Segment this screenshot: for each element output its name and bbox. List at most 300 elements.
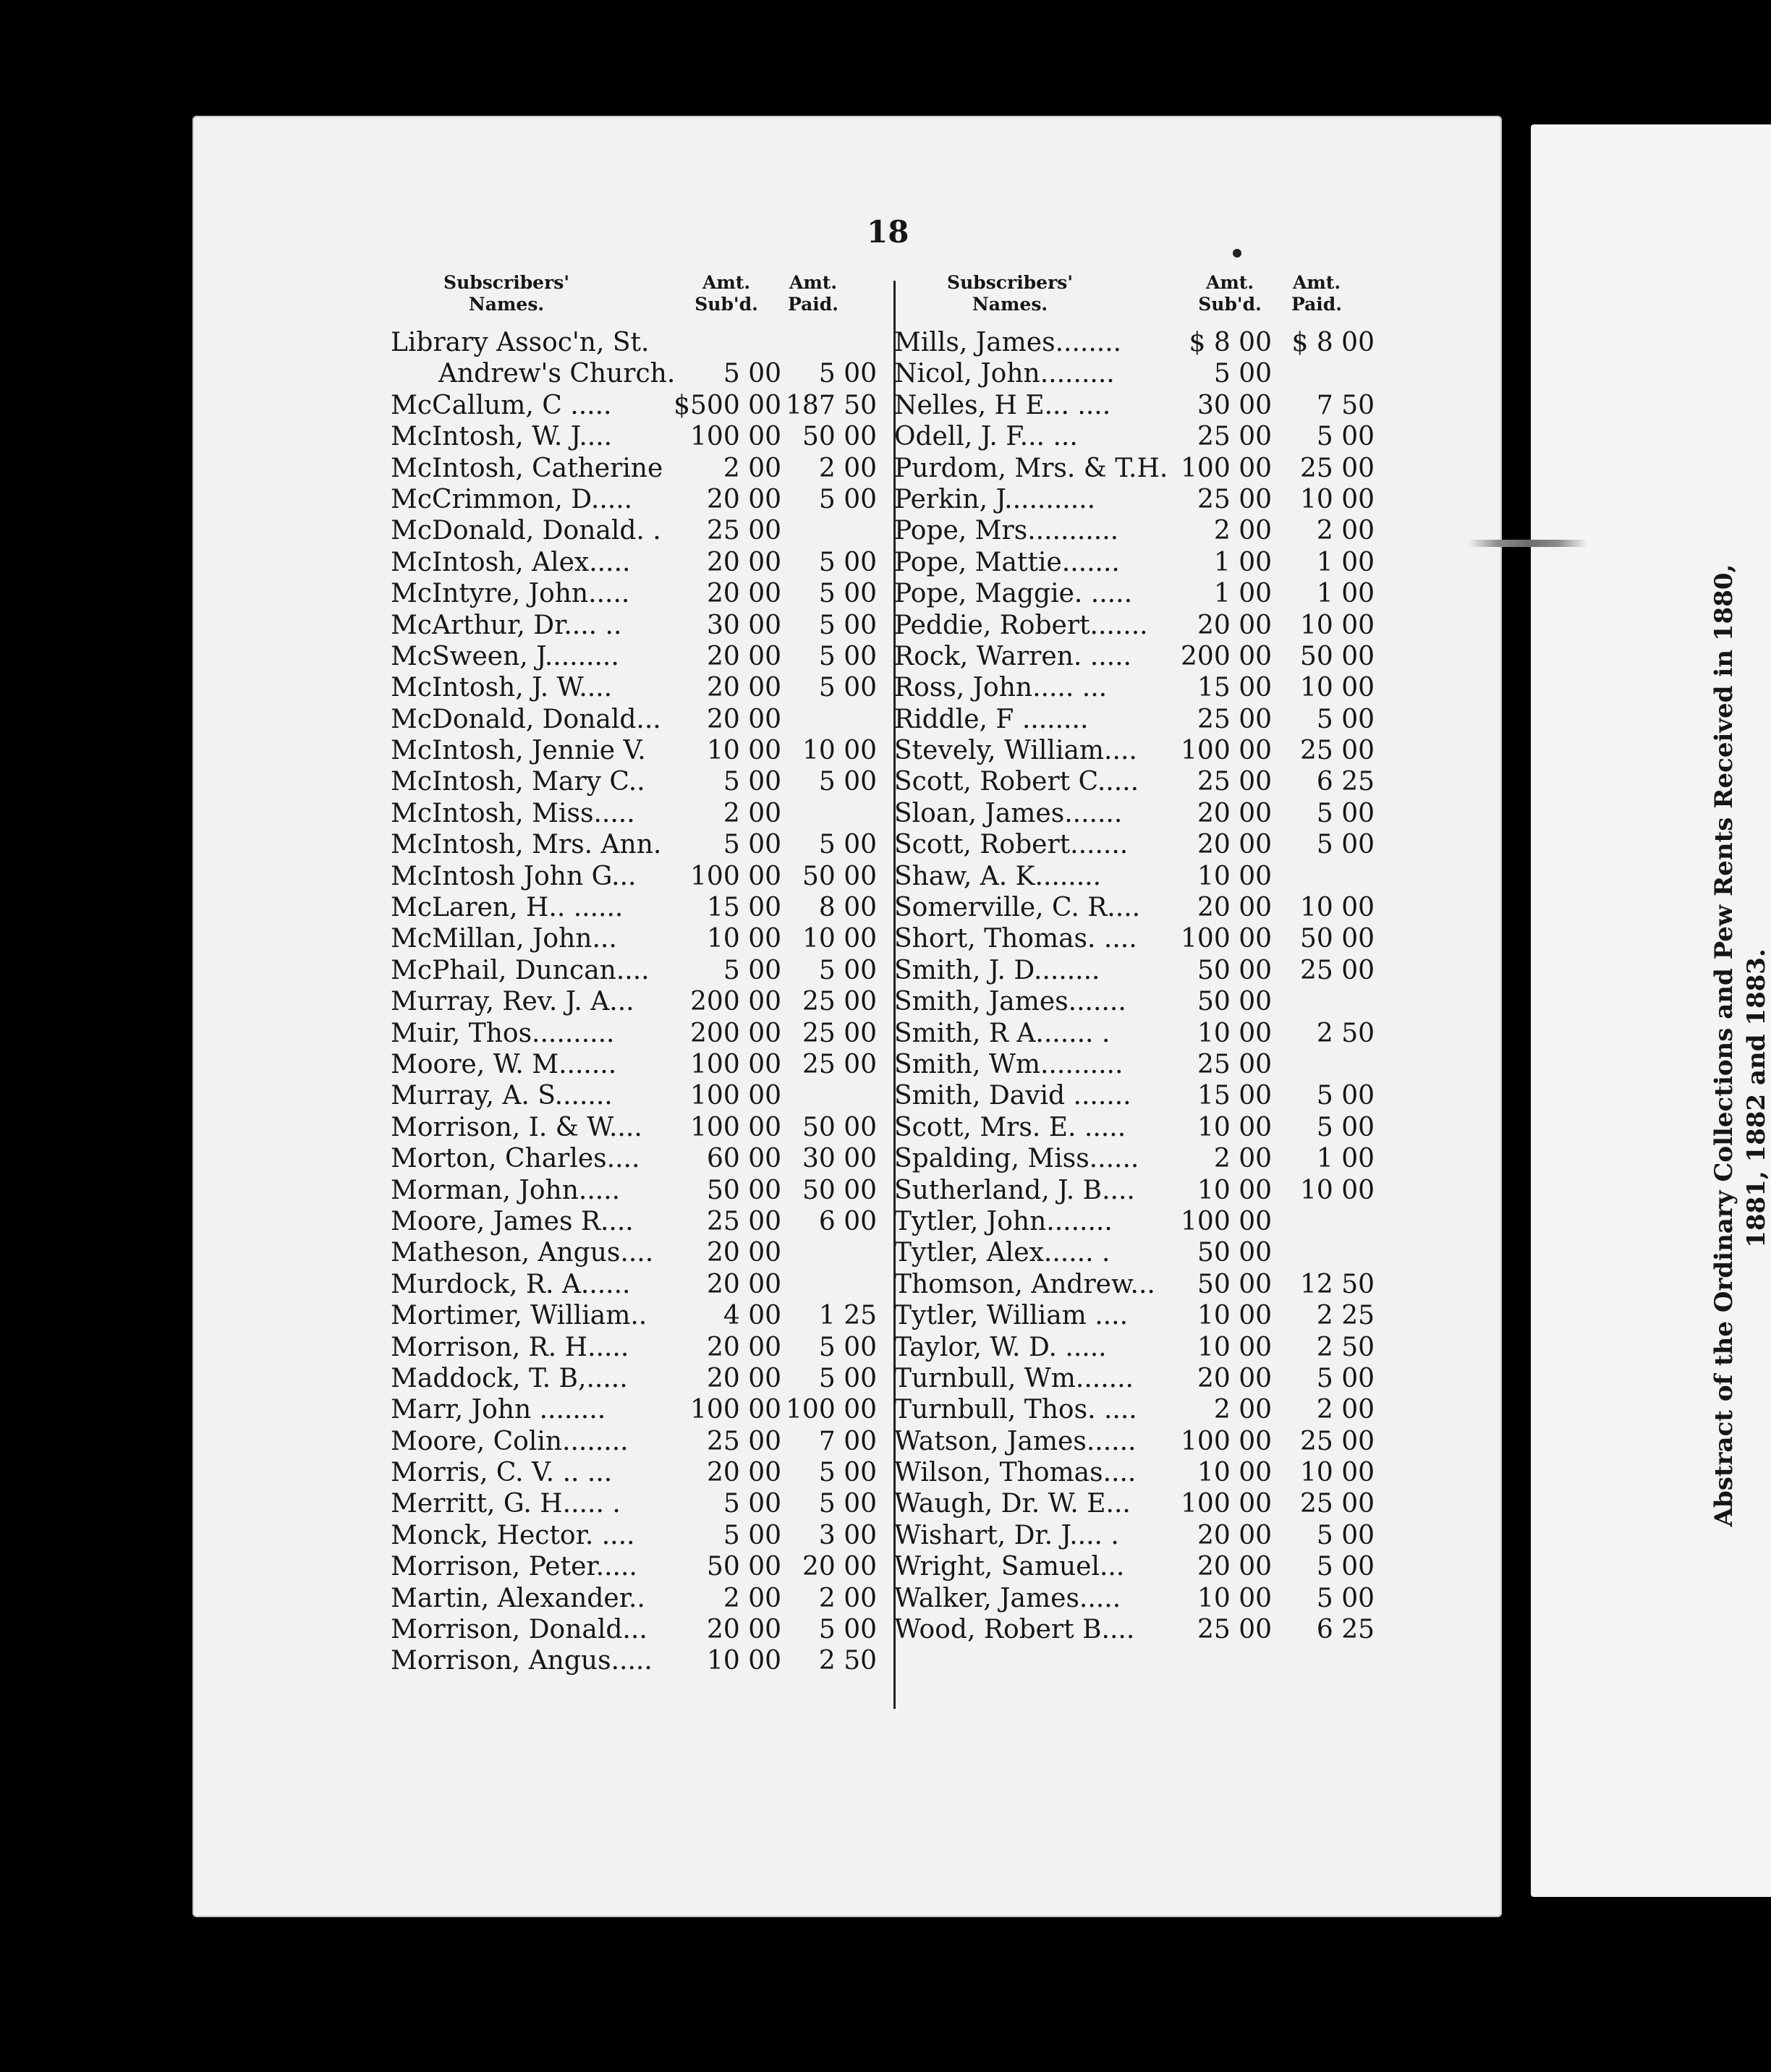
amount-subscribed: 100 00 xyxy=(690,422,781,452)
amount-paid: 2 00 xyxy=(818,1583,877,1613)
amount-subscribed: 10 00 xyxy=(1197,1332,1272,1362)
amount-paid: 187 50 xyxy=(786,390,877,420)
amount-paid: 5 00 xyxy=(1316,830,1375,860)
list-item xyxy=(894,421,1401,452)
subscriber-name: Moore, W. M....... xyxy=(391,1049,617,1079)
amount-paid: 2 00 xyxy=(1316,516,1375,546)
amount-paid: 5 00 xyxy=(818,955,877,985)
subscriber-name: Perkin, J........... xyxy=(894,484,1096,514)
amount-subscribed: 5 00 xyxy=(723,1520,781,1550)
list-item xyxy=(391,955,897,986)
amount-subscribed: 20 00 xyxy=(706,1332,781,1362)
subscriber-name: Odell, J. F... ... xyxy=(894,422,1078,452)
subscriber-name: Purdom, Mrs. & T.H. xyxy=(894,453,1168,483)
subscriber-name: McIntosh John G... xyxy=(391,861,637,891)
list-item xyxy=(894,1018,1401,1049)
amount-paid: 1 00 xyxy=(1316,547,1375,577)
names-header: Subscribers' Names. xyxy=(443,272,569,315)
amount-paid: 25 00 xyxy=(802,1049,877,1079)
subscribed-header: Amt. Sub'd. xyxy=(1198,272,1262,315)
amount-subscribed: 100 00 xyxy=(690,1049,781,1079)
amount-subscribed: 60 00 xyxy=(706,1144,781,1174)
list-item xyxy=(391,766,897,797)
amount-paid: 50 00 xyxy=(1299,641,1375,671)
subscriber-name: Scott, Robert C..... xyxy=(894,767,1139,797)
left-column xyxy=(391,272,897,1677)
list-item xyxy=(391,829,897,860)
amount-subscribed: 100 00 xyxy=(1181,1426,1272,1456)
subscriber-name: McIntosh, J. W.... xyxy=(391,673,613,703)
list-item xyxy=(894,1394,1401,1425)
amount-subscribed: 15 00 xyxy=(1197,673,1272,703)
amount-paid: 5 00 xyxy=(818,1489,877,1519)
amount-paid: 20 00 xyxy=(802,1552,877,1582)
list-item xyxy=(894,1488,1401,1519)
amount-paid: 50 00 xyxy=(802,1175,877,1205)
right-subscriber-list xyxy=(894,327,1401,1645)
list-item xyxy=(894,484,1401,515)
amount-paid: 1 00 xyxy=(1316,1144,1375,1174)
list-item xyxy=(894,1520,1401,1551)
list-item xyxy=(894,1269,1401,1300)
side-caption-line1: Abstract of the Ordinary Collections and Pew Rents Received in 1880, xyxy=(1710,564,1738,1527)
subscriber-name: Muir, Thos.......... xyxy=(391,1018,615,1048)
list-item xyxy=(391,1112,897,1143)
amount-subscribed: 20 00 xyxy=(1197,1520,1272,1550)
list-item xyxy=(894,704,1401,735)
subscriber-name: Waugh, Dr. W. E... xyxy=(894,1489,1131,1519)
subscriber-name: Spalding, Miss...... xyxy=(894,1144,1139,1174)
amount-subscribed: 20 00 xyxy=(1197,830,1272,860)
list-item xyxy=(894,892,1401,923)
subscriber-name: Stevely, William.... xyxy=(894,736,1137,766)
list-item xyxy=(391,1583,897,1614)
list-item xyxy=(894,735,1401,766)
amount-paid: 5 00 xyxy=(1316,1520,1375,1550)
list-item xyxy=(391,1614,897,1645)
amount-paid: 7 00 xyxy=(818,1426,877,1456)
amount-subscribed: 50 00 xyxy=(1197,955,1272,985)
amount-subscribed: 20 00 xyxy=(706,1615,781,1645)
amount-subscribed: 20 00 xyxy=(706,704,781,734)
subscriber-name: Monck, Hector. .... xyxy=(391,1520,635,1550)
list-item xyxy=(391,641,897,672)
subscriber-name: Martin, Alexander.. xyxy=(391,1583,645,1613)
amount-paid: 7 50 xyxy=(1316,390,1375,420)
list-item xyxy=(894,1426,1401,1457)
subscriber-name: McIntosh, Mrs. Ann. xyxy=(391,830,662,860)
amount-subscribed: 25 00 xyxy=(1197,767,1272,797)
subscriber-name: Ross, John..... ... xyxy=(894,673,1108,703)
list-item xyxy=(391,1206,897,1237)
list-item xyxy=(894,1206,1401,1237)
amount-subscribed: 50 00 xyxy=(706,1552,781,1582)
amount-paid: 2 50 xyxy=(1316,1018,1375,1048)
subscriber-name: Mortimer, William.. xyxy=(391,1301,647,1331)
subscriber-name: Rock, Warren. ..... xyxy=(894,641,1131,671)
list-item xyxy=(894,672,1401,703)
subscriber-name: Turnbull, Thos. .... xyxy=(894,1395,1137,1425)
list-item xyxy=(391,798,897,829)
list-item xyxy=(894,1049,1401,1080)
subscriber-name: Smith, David ....... xyxy=(894,1081,1131,1111)
list-item xyxy=(894,610,1401,641)
amount-paid: 5 00 xyxy=(1316,1552,1375,1582)
list-item xyxy=(391,986,897,1017)
left-column-header xyxy=(391,272,897,327)
amount-subscribed: 100 00 xyxy=(1181,453,1272,483)
amount-paid: 10 00 xyxy=(1299,484,1375,514)
amount-paid: 50 00 xyxy=(1299,924,1375,954)
amount-paid: 25 00 xyxy=(1299,955,1375,985)
subscriber-name: Turnbull, Wm....... xyxy=(894,1363,1134,1393)
amount-subscribed: 20 00 xyxy=(1197,610,1272,640)
subscriber-name: Sloan, James....... xyxy=(894,798,1123,828)
list-item xyxy=(894,1551,1401,1582)
list-item xyxy=(894,547,1401,578)
ink-dot xyxy=(1233,249,1241,258)
subscriber-name: McIntyre, John..... xyxy=(391,579,630,609)
list-item xyxy=(894,1457,1401,1488)
amount-subscribed: 100 00 xyxy=(690,1112,781,1142)
subscriber-name: McIntosh, Mary C.. xyxy=(391,767,645,797)
list-item xyxy=(391,390,897,421)
subscriber-name: Morrison, Donald... xyxy=(391,1615,647,1645)
list-item xyxy=(894,923,1401,954)
list-item xyxy=(894,1143,1401,1174)
amount-subscribed: 50 00 xyxy=(1197,1238,1272,1268)
paid-header: Amt. Paid. xyxy=(1291,272,1342,315)
list-item xyxy=(894,1300,1401,1331)
list-item xyxy=(391,1080,897,1111)
subscriber-name: Pope, Mrs........... xyxy=(894,516,1119,546)
amount-subscribed: 50 00 xyxy=(1197,1269,1272,1299)
subscriber-name: Morman, John..... xyxy=(391,1175,621,1205)
amount-subscribed: 1 00 xyxy=(1213,547,1272,577)
amount-paid: 5 00 xyxy=(1316,1363,1375,1393)
amount-paid: 5 00 xyxy=(818,1615,877,1645)
amount-subscribed: 1 00 xyxy=(1213,579,1272,609)
subscriber-name: Moore, Colin........ xyxy=(391,1426,629,1456)
subscriber-name: McCrimmon, D..... xyxy=(391,484,633,514)
amount-paid: 10 00 xyxy=(1299,610,1375,640)
list-item xyxy=(894,327,1401,358)
subscriber-name: McIntosh, Alex..... xyxy=(391,547,631,577)
amount-subscribed: 5 00 xyxy=(723,767,781,797)
amount-subscribed: 10 00 xyxy=(706,1646,781,1676)
subscriber-name: Watson, James...... xyxy=(894,1426,1137,1456)
amount-subscribed: 2 00 xyxy=(723,453,781,483)
subscriber-name: Shaw, A. K........ xyxy=(894,861,1102,891)
list-item xyxy=(391,704,897,735)
amount-paid: 10 00 xyxy=(1299,1458,1375,1488)
subscriber-name: Scott, Robert....... xyxy=(894,830,1129,860)
subscriber-name: Wood, Robert B.... xyxy=(894,1615,1135,1645)
amount-subscribed: 25 00 xyxy=(1197,1615,1272,1645)
amount-paid: 50 00 xyxy=(802,1112,877,1142)
amount-subscribed: 25 00 xyxy=(1197,422,1272,452)
amount-subscribed: 10 00 xyxy=(1197,1458,1272,1488)
list-item xyxy=(391,547,897,578)
amount-paid: 5 00 xyxy=(1316,1112,1375,1142)
amount-subscribed: 100 00 xyxy=(1181,1206,1272,1236)
amount-subscribed: 15 00 xyxy=(706,893,781,923)
page-smudge xyxy=(1469,540,1587,547)
amount-subscribed: 2 00 xyxy=(723,1583,781,1613)
amount-paid: 100 00 xyxy=(786,1395,877,1425)
amount-paid: 5 00 xyxy=(1316,704,1375,734)
amount-paid: 5 00 xyxy=(818,359,877,389)
amount-subscribed: $ 8 00 xyxy=(1189,328,1272,357)
amount-subscribed: 4 00 xyxy=(723,1301,781,1331)
list-item xyxy=(894,1080,1401,1111)
amount-paid: 1 25 xyxy=(818,1301,877,1331)
amount-subscribed: 50 00 xyxy=(1197,987,1272,1017)
paid-header: Amt. Paid. xyxy=(787,272,838,315)
amount-subscribed: 30 00 xyxy=(1197,390,1272,420)
amount-subscribed: 100 00 xyxy=(1181,924,1272,954)
subscriber-name: McMillan, John... xyxy=(391,924,617,954)
amount-subscribed: 2 00 xyxy=(723,798,781,828)
list-item xyxy=(894,986,1401,1017)
amount-subscribed: 10 00 xyxy=(1197,1583,1272,1613)
list-item xyxy=(894,1112,1401,1143)
amount-paid: 3 00 xyxy=(818,1520,877,1550)
amount-paid: 5 00 xyxy=(818,579,877,609)
amount-subscribed: 100 00 xyxy=(1181,1489,1272,1519)
amount-subscribed: 5 00 xyxy=(723,830,781,860)
subscriber-name: Tytler, William .... xyxy=(894,1301,1129,1331)
amount-paid: 25 00 xyxy=(1299,1489,1375,1519)
subscriber-name: Nelles, H E... .... xyxy=(894,390,1111,420)
amount-subscribed: 15 00 xyxy=(1197,1081,1272,1111)
amount-subscribed: 25 00 xyxy=(706,1206,781,1236)
list-item xyxy=(391,1426,897,1457)
subscriber-name: Morris, C. V. .. ... xyxy=(391,1458,613,1488)
amount-paid: 6 25 xyxy=(1316,767,1375,797)
amount-paid: 5 00 xyxy=(818,610,877,640)
amount-paid: 5 00 xyxy=(818,767,877,797)
list-item xyxy=(894,1583,1401,1614)
list-item xyxy=(391,1300,897,1331)
subscriber-name: McIntosh, Jennie V. xyxy=(391,736,646,766)
amount-paid: 5 00 xyxy=(1316,422,1375,452)
list-item xyxy=(391,1394,897,1425)
amount-subscribed: 20 00 xyxy=(706,1238,781,1268)
subscriber-name: Wishart, Dr. J.... . xyxy=(894,1520,1119,1550)
amount-paid: 5 00 xyxy=(818,1363,877,1393)
list-item xyxy=(391,578,897,609)
subscriber-name: McDonald, Donald. . xyxy=(391,516,661,546)
amount-paid: 5 00 xyxy=(818,830,877,860)
list-item xyxy=(391,1551,897,1582)
list-item xyxy=(391,1175,897,1206)
subscriber-name: Riddle, F ........ xyxy=(894,704,1089,734)
amount-subscribed: 25 00 xyxy=(1197,484,1272,514)
list-item xyxy=(894,1237,1401,1268)
subscriber-name: McCallum, C ..... xyxy=(391,390,612,420)
amount-paid: 5 00 xyxy=(818,547,877,577)
list-item xyxy=(391,1363,897,1394)
subscriber-name: Matheson, Angus.... xyxy=(391,1238,654,1268)
amount-subscribed: 5 00 xyxy=(723,955,781,985)
amount-subscribed: 5 00 xyxy=(723,1489,781,1519)
list-item xyxy=(391,1269,897,1300)
subscribed-header: Amt. Sub'd. xyxy=(695,272,758,315)
subscriber-name: Thomson, Andrew... xyxy=(894,1269,1155,1299)
amount-subscribed: 20 00 xyxy=(706,547,781,577)
amount-subscribed: 10 00 xyxy=(1197,1301,1272,1331)
subscriber-name: Short, Thomas. .... xyxy=(894,924,1137,954)
amount-paid: 5 00 xyxy=(818,1458,877,1488)
subscriber-name: Smith, R A....... . xyxy=(894,1018,1110,1048)
amount-paid: 25 00 xyxy=(1299,736,1375,766)
amount-subscribed: 20 00 xyxy=(706,1458,781,1488)
list-item xyxy=(894,453,1401,484)
amount-subscribed: 20 00 xyxy=(1197,1552,1272,1582)
list-item xyxy=(894,955,1401,986)
list-item xyxy=(391,1237,897,1268)
subscriber-name: Smith, James....... xyxy=(894,987,1126,1017)
amount-paid: 2 00 xyxy=(818,453,877,483)
amount-subscribed: 30 00 xyxy=(706,610,781,640)
subscriber-name: Wilson, Thomas.... xyxy=(894,1458,1137,1488)
right-column-header xyxy=(894,272,1401,327)
subscriber-name: Sutherland, J. B.... xyxy=(894,1175,1135,1205)
subscriber-name: Murray, Rev. J. A... xyxy=(391,987,634,1017)
list-item xyxy=(391,1457,897,1488)
subscriber-name: McIntosh, Catherine xyxy=(391,453,663,483)
amount-paid: 25 00 xyxy=(1299,1426,1375,1456)
list-item xyxy=(894,1363,1401,1394)
amount-subscribed: 2 00 xyxy=(1213,516,1272,546)
amount-subscribed: 200 00 xyxy=(690,987,781,1017)
amount-paid: 5 00 xyxy=(818,484,877,514)
list-item xyxy=(894,1175,1401,1206)
subscriber-name: McArthur, Dr.... .. xyxy=(391,610,622,640)
amount-subscribed: 2 00 xyxy=(1213,1395,1272,1425)
amount-subscribed: 5 00 xyxy=(723,359,781,389)
subscriber-name: Morrison, R. H..... xyxy=(391,1332,629,1362)
amount-paid: 25 00 xyxy=(802,1018,877,1048)
list-item xyxy=(391,453,897,484)
list-item xyxy=(894,390,1401,421)
amount-subscribed: 10 00 xyxy=(706,736,781,766)
subscriber-name: Walker, James..... xyxy=(894,1583,1121,1613)
amount-subscribed: 100 00 xyxy=(690,1395,781,1425)
amount-subscribed: 20 00 xyxy=(706,673,781,703)
amount-subscribed: 200 00 xyxy=(690,1018,781,1048)
amount-paid: 5 00 xyxy=(818,673,877,703)
subscriber-name: Mills, James........ xyxy=(894,328,1122,357)
list-item xyxy=(391,892,897,923)
amount-paid: 1 00 xyxy=(1316,579,1375,609)
amount-paid: 10 00 xyxy=(802,736,877,766)
subscriber-name: Morton, Charles.... xyxy=(391,1144,640,1174)
amount-subscribed: 10 00 xyxy=(1197,1112,1272,1142)
side-caption-line2: 1881, 1882 and 1883. xyxy=(1742,948,1771,1248)
amount-paid: 5 00 xyxy=(818,1332,877,1362)
list-item xyxy=(894,1332,1401,1363)
subscriber-name: Wright, Samuel... xyxy=(894,1552,1125,1582)
subscriber-name: McSween, J......... xyxy=(391,641,619,671)
amount-paid: 5 00 xyxy=(1316,1081,1375,1111)
amount-subscribed: 20 00 xyxy=(1197,1363,1272,1393)
amount-paid: 10 00 xyxy=(1299,1175,1375,1205)
subscriber-name: Peddie, Robert....... xyxy=(894,610,1148,640)
amount-subscribed: 20 00 xyxy=(706,484,781,514)
list-item xyxy=(391,1143,897,1174)
amount-subscribed: 10 00 xyxy=(1197,861,1272,891)
list-item xyxy=(391,484,897,515)
subscriber-name: Smith, J. D........ xyxy=(894,955,1100,985)
amount-subscribed: 2 00 xyxy=(1213,1144,1272,1174)
amount-subscribed: 200 00 xyxy=(1181,641,1272,671)
amount-paid: 2 00 xyxy=(1316,1395,1375,1425)
subscriber-name: Morrison, Peter..... xyxy=(391,1552,637,1582)
subscriber-name: Library Assoc'n, St. xyxy=(391,328,650,357)
subscriber-name: Taylor, W. D. ..... xyxy=(894,1332,1107,1362)
list-item xyxy=(391,1488,897,1519)
list-item xyxy=(391,1049,897,1080)
amount-paid: 12 50 xyxy=(1299,1269,1375,1299)
amount-subscribed: 5 00 xyxy=(1213,359,1272,389)
amount-subscribed: 10 00 xyxy=(1197,1018,1272,1048)
left-subscriber-list xyxy=(391,327,897,1677)
list-item xyxy=(391,421,897,452)
amount-paid: 5 00 xyxy=(818,641,877,671)
subscriber-name: McPhail, Duncan.... xyxy=(391,955,650,985)
subscriber-name: Merritt, G. H..... . xyxy=(391,1489,621,1519)
amount-paid: 6 00 xyxy=(818,1206,877,1236)
amount-paid: 2 25 xyxy=(1316,1301,1375,1331)
list-item xyxy=(894,1614,1401,1645)
amount-paid: 2 50 xyxy=(1316,1332,1375,1362)
amount-paid: 8 00 xyxy=(818,893,877,923)
subscriber-name: Nicol, John......... xyxy=(894,359,1115,389)
amount-subscribed: 10 00 xyxy=(706,924,781,954)
amount-subscribed: 100 00 xyxy=(690,1081,781,1111)
amount-subscribed: 25 00 xyxy=(706,516,781,546)
subscriber-name: Tytler, Alex...... . xyxy=(894,1238,1110,1268)
list-item xyxy=(391,1332,897,1363)
subscriber-name: Andrew's Church. xyxy=(438,359,676,389)
list-item xyxy=(391,861,897,892)
list-item xyxy=(391,610,897,641)
amount-paid: 25 00 xyxy=(802,987,877,1017)
subscriber-name: Morrison, I. & W.... xyxy=(391,1112,642,1142)
subscriber-name: Scott, Mrs. E. ..... xyxy=(894,1112,1126,1142)
list-item xyxy=(391,358,897,389)
list-item xyxy=(894,861,1401,892)
amount-subscribed: 25 00 xyxy=(1197,1049,1272,1079)
list-item xyxy=(894,766,1401,797)
amount-paid: 2 50 xyxy=(818,1646,877,1676)
list-item xyxy=(391,735,897,766)
amount-paid: 6 25 xyxy=(1316,1615,1375,1645)
right-column xyxy=(894,272,1401,1645)
list-item xyxy=(894,641,1401,672)
subscriber-name: Smith, Wm.......... xyxy=(894,1049,1124,1079)
amount-subscribed: $500 00 xyxy=(674,390,781,420)
subscriber-name: Morrison, Angus..... xyxy=(391,1646,653,1676)
amount-subscribed: 20 00 xyxy=(1197,893,1272,923)
amount-paid: 10 00 xyxy=(802,924,877,954)
list-item xyxy=(391,1018,897,1049)
amount-paid: 50 00 xyxy=(802,861,877,891)
subscriber-name: Pope, Maggie. ..... xyxy=(894,579,1133,609)
list-item xyxy=(391,1520,897,1551)
